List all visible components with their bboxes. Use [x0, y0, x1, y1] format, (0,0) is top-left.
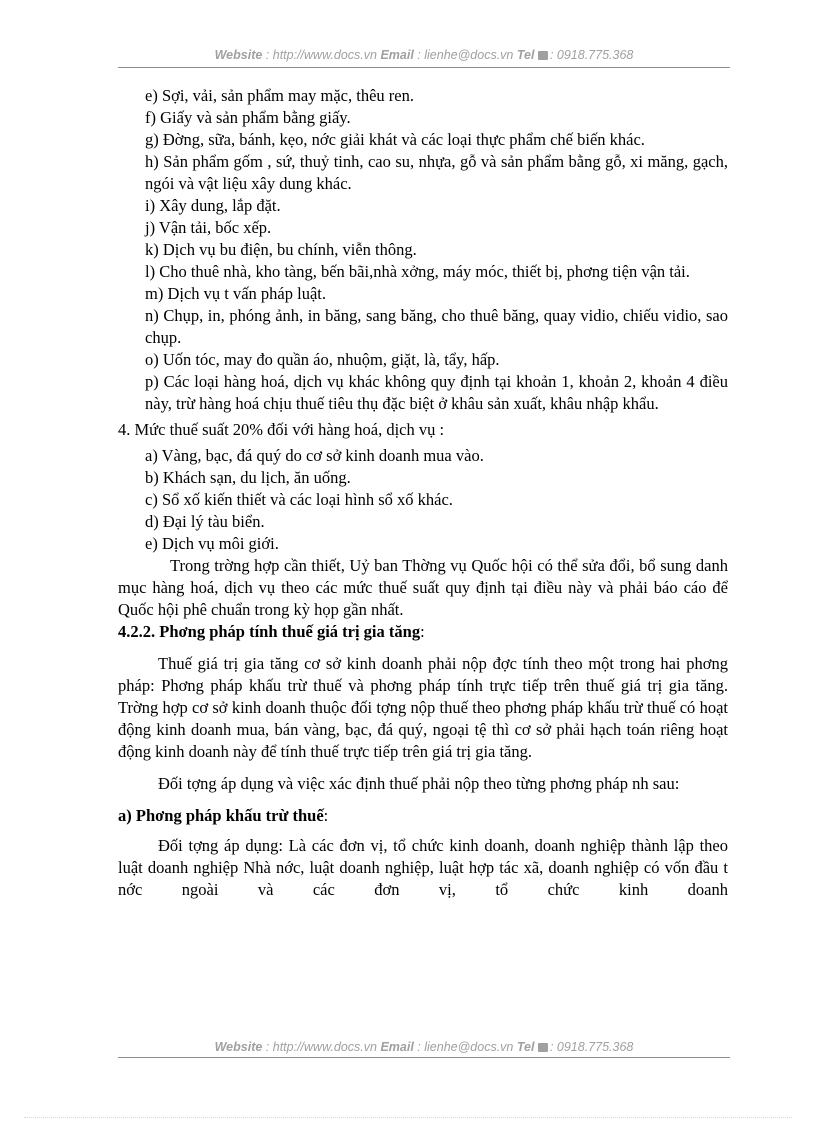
section-heading-4-2-2-text: 4.2.2. Phơng pháp tính thuế giá trị gia tăng: [118, 622, 421, 641]
header-divider: [118, 67, 730, 68]
page-footer: [118, 1040, 730, 1054]
paragraph-ubtv: Trong trờng hợp cần thiết, Uỷ ban Thờng vụ Quốc hội có thể sửa đổi, bổ sung danh mục hàng hoá, dịch vụ theo các mức thuế suất quy định tại điều này và phải báo cáo để Quốc hội phê chuẩn trong kỳ họp gần nhất.: [118, 556, 728, 619]
list-item: d) Đại lý tàu biển.: [145, 512, 265, 531]
page-bottom-dotted-line: [24, 1117, 792, 1118]
list-item: c) Sổ xố kiến thiết và các loại hình sổ xố khác.: [145, 490, 453, 509]
list-item: b) Khách sạn, du lịch, ăn uống.: [145, 468, 351, 487]
footer-email-address: : lienhe@docs.vn: [417, 1040, 514, 1054]
section-heading-4-2-2-colon: :: [420, 622, 425, 641]
paragraph-doi-tuong: Đối tợng áp dụng và việc xác định thuế phải nộp theo từng phơng pháp nh sau:: [158, 774, 680, 793]
list-item: n) Chụp, in, phóng ảnh, in băng, sang băng, cho thuê băng, quay vidio, chiếu vidio, sao chụp.: [145, 306, 728, 347]
header-email-label: Email: [380, 48, 414, 62]
phone-icon: [538, 1043, 548, 1052]
footer-tel-label: Tel: [516, 1040, 535, 1054]
header-email-address: : lienhe@docs.vn: [417, 48, 514, 62]
page-header: [118, 48, 730, 62]
paragraph-a: Đối tợng áp dụng: Là các đơn vị, tổ chức kinh doanh, doanh nghiệp thành lập theo luật doanh nghiệp Nhà nớc, luật doanh nghiệp, luật hợp tác xã, doanh nghiệp có vốn đầu t nớc ngoài và các đơn vị, tổ chức kinh doanh: [118, 836, 728, 899]
header-website-label: Website: [214, 48, 263, 62]
phone-icon: [538, 51, 548, 60]
footer-website-label: Website: [214, 1040, 263, 1054]
header-tel-label: Tel: [516, 48, 535, 62]
subsection-heading-a-colon: :: [323, 806, 329, 825]
subsection-heading-a: [118, 805, 728, 827]
list-item: k) Dịch vụ bu điện, bu chính, viễn thông.: [145, 240, 417, 259]
list-item: j) Vận tải, bốc xếp.: [145, 218, 272, 237]
list-item: e) Dịch vụ môi giới.: [145, 534, 279, 553]
list-item: h) Sản phẩm gốm , sứ, thuỷ tinh, cao su, nhựa, gỗ và sản phẩm bằng gỗ, xi măng, gạch, ngói và vật liệu xây dung khác.: [145, 152, 728, 193]
tax-list-20-percent: [118, 445, 728, 555]
list-item: g) Đờng, sữa, bánh, kẹo, nớc giải khát và các loại thực phẩm chế biến khác.: [145, 130, 645, 149]
list-item: l) Cho thuê nhà, kho tàng, bến bãi,nhà xởng, máy móc, thiết bị, phơng tiện vận tải.: [145, 262, 690, 281]
header-website-url: : http://www.docs.vn: [265, 48, 377, 62]
subsection-heading-a-text: a) Phơng pháp khấu trừ thuế: [118, 806, 324, 825]
list-item: o) Uốn tóc, may đo quần áo, nhuộm, giặt, là, tẩy, hấp.: [145, 350, 500, 369]
list-item: e) Sợi, vải, sản phẩm may mặc, thêu ren.: [145, 86, 414, 105]
tax-list-e-to-p: [118, 85, 728, 415]
footer-divider: [118, 1057, 730, 1058]
list-item: p) Các loại hàng hoá, dịch vụ khác không quy định tại khoản 1, khoản 2, khoản 4 điều này, trừ hàng hoá chịu thuế tiêu thụ đặc biệt ở khâu sản xuất, khâu nhập khẩu.: [145, 372, 728, 413]
footer-tel-number: : 0918.775.368: [549, 1040, 634, 1054]
footer-email-label: Email: [380, 1040, 414, 1054]
section-heading-4-2-2: [118, 621, 728, 643]
list-item: a) Vàng, bạc, đá quý do cơ sở kinh doanh mua vào.: [145, 446, 484, 465]
list-item: i) Xây dung, lắp đặt.: [145, 196, 281, 215]
header-tel-number: : 0918.775.368: [549, 48, 634, 62]
item-4-title: 4. Mức thuế suất 20% đối với hàng hoá, dịch vụ :: [118, 420, 445, 439]
list-item: f) Giấy và sản phẩm bằng giấy.: [145, 108, 351, 127]
paragraph-methods: Thuế giá trị gia tăng cơ sở kinh doanh phải nộp đợc tính theo một trong hai phơng pháp: Phơng pháp khấu trừ thuế và phơng pháp tính trực tiếp trên thuế giá trị gia tăng. Trờng hợp cơ sở kinh doanh thuộc đối tợng nộp thuế theo phơng pháp khấu trừ thuế có hoạt động kinh doanh mua, bán vàng, bạc, đá quý, ngoại tệ thì cơ sở phải hạch toán riêng hoạt động kinh doanh này để tính thuế trực tiếp trên giá trị gia tăng.: [118, 654, 728, 761]
list-item: m) Dịch vụ t vấn pháp luật.: [145, 284, 327, 303]
document-body: [118, 85, 728, 901]
footer-website-url: : http://www.docs.vn: [265, 1040, 377, 1054]
